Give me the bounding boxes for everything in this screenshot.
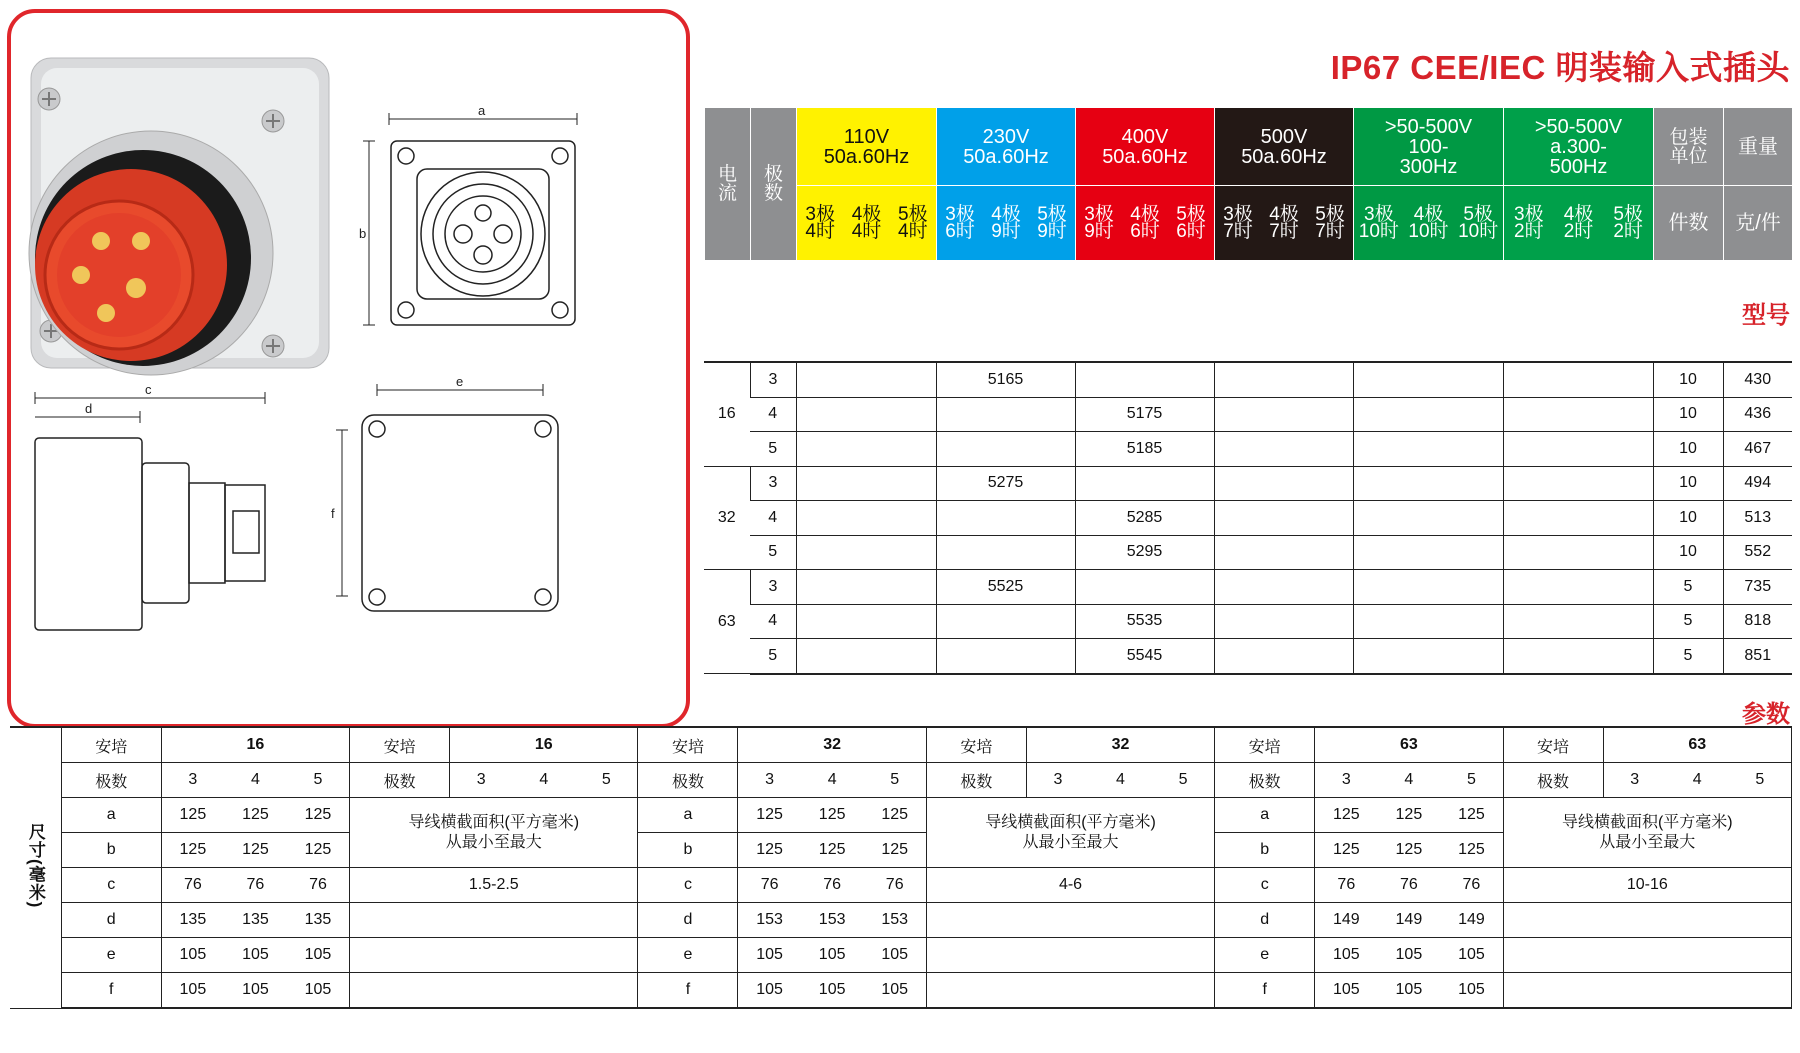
poles-label: 极数	[1503, 763, 1603, 798]
dimension-value: 125	[801, 798, 864, 833]
model-number-cell	[1075, 570, 1214, 605]
dimension-value: 105	[864, 938, 927, 973]
model-number-cell	[1214, 362, 1353, 397]
model-row	[704, 501, 1792, 536]
dimension-value: 76	[287, 868, 350, 903]
weight-header: 重量	[1724, 108, 1793, 186]
model-number-cell	[1214, 535, 1353, 570]
dimension-value: 125	[738, 798, 801, 833]
dimension-letter: a	[638, 798, 738, 833]
wire-section-title	[350, 798, 638, 868]
pole-number: 4	[224, 763, 287, 798]
dimension-value: 125	[864, 833, 927, 868]
pole-number: 4	[1089, 763, 1152, 798]
pole-clock-label: 5极 10时	[1458, 203, 1499, 242]
model-row	[704, 604, 1792, 639]
pole-clock-label: 5极 7时	[1315, 203, 1345, 242]
dimension-letter: a	[61, 798, 161, 833]
wire-empty-cell	[350, 938, 638, 973]
dimension-letter: b	[61, 833, 161, 868]
voltage-poles-2	[937, 186, 1076, 261]
pole-number: 5	[1152, 763, 1215, 798]
pole-clock-label: 3极 2时	[1514, 203, 1544, 242]
back-view-drawing	[336, 384, 558, 611]
dimension-value: 153	[738, 903, 801, 938]
dimension-letter: d	[638, 903, 738, 938]
dimension-row	[10, 868, 1792, 903]
pole-value: 5	[750, 639, 796, 674]
dimension-letter: c	[61, 868, 161, 903]
pole-number: 3	[1026, 763, 1089, 798]
model-number-cell	[1353, 604, 1503, 639]
dimension-value: 105	[224, 973, 287, 1009]
wire-empty-cell	[350, 973, 638, 1009]
model-number-cell	[1503, 570, 1653, 605]
model-number-cell	[1353, 466, 1503, 501]
model-number-cell	[1214, 466, 1353, 501]
pole-number: 3	[1603, 763, 1666, 798]
pole-number: 4	[801, 763, 864, 798]
pole-clock-label: 4极 9时	[991, 203, 1021, 242]
model-number-cell	[1503, 639, 1653, 674]
model-row	[704, 362, 1792, 397]
dimension-value: 135	[224, 903, 287, 938]
dimension-letter: e	[638, 938, 738, 973]
model-number-cell	[1214, 501, 1353, 536]
current-value: 63	[704, 570, 750, 674]
params-poles-row	[10, 763, 1792, 798]
wire-amp-value: 16	[450, 727, 638, 763]
voltage-header-3	[1076, 108, 1215, 186]
dimension-value: 105	[287, 938, 350, 973]
dimension-value: 105	[1377, 938, 1440, 973]
wire-section-title	[1503, 798, 1791, 868]
poles-label: 极数	[61, 763, 161, 798]
pole-number: 5	[575, 763, 638, 798]
pole-value: 4	[750, 397, 796, 432]
dimension-value: 105	[287, 973, 350, 1009]
model-number-cell	[1503, 535, 1653, 570]
dimension-value: 105	[1377, 973, 1440, 1009]
pole-number: 5	[1440, 763, 1503, 798]
wire-empty-cell	[926, 973, 1214, 1009]
dimension-value: 76	[864, 868, 927, 903]
dimension-value: 76	[738, 868, 801, 903]
model-number-cell: 5295	[1075, 535, 1214, 570]
model-number-cell	[1214, 604, 1353, 639]
dimension-value: 125	[161, 798, 224, 833]
amp-value: 32	[738, 727, 926, 763]
pole-value: 5	[750, 535, 796, 570]
dimension-value: 125	[864, 798, 927, 833]
amp-label: 安培	[1503, 727, 1603, 763]
spec-pole-row	[705, 186, 1793, 261]
amp-label: 安培	[638, 727, 738, 763]
dimension-value: 125	[224, 833, 287, 868]
wire-empty-cell	[926, 903, 1214, 938]
voltage-header-4	[1215, 108, 1354, 186]
pole-number: 3	[161, 763, 224, 798]
dimension-value: 125	[801, 833, 864, 868]
pole-number: 4	[512, 763, 575, 798]
pole-clock-label: 4极 6时	[1130, 203, 1160, 242]
dimension-value: 125	[738, 833, 801, 868]
dimension-letter: b	[638, 833, 738, 868]
model-row	[704, 466, 1792, 501]
dim-label-f: f	[331, 506, 335, 521]
dimension-value: 125	[287, 833, 350, 868]
model-number-cell	[1214, 432, 1353, 467]
section-params: 参数	[1742, 701, 1790, 728]
pack-value: 10	[1653, 535, 1723, 570]
dimension-value: 105	[801, 973, 864, 1009]
pole-clock-label: 5极 6时	[1176, 203, 1206, 242]
pole-clock-label: 5极 9时	[1037, 203, 1067, 242]
dimension-value: 76	[1315, 868, 1378, 903]
weight-value: 735	[1723, 570, 1792, 605]
amp-value: 63	[1315, 727, 1503, 763]
model-number-cell	[1214, 639, 1353, 674]
pack-value: 5	[1653, 570, 1723, 605]
pole-value: 3	[750, 466, 796, 501]
wire-title-text: 导线横截面积(平方毫米) 从最小至最大	[985, 813, 1156, 851]
weight-value: 818	[1723, 604, 1792, 639]
dimension-value: 125	[1440, 798, 1503, 833]
spec-header-row	[705, 108, 1793, 186]
pack-value: 5	[1653, 639, 1723, 674]
dim-label-b: b	[359, 226, 367, 241]
wire-amp-value: 63	[1603, 727, 1791, 763]
voltage-poles-3	[1076, 186, 1215, 261]
weight-value: 494	[1723, 466, 1792, 501]
side-label-text: 尺寸(毫米)	[25, 822, 45, 908]
dimension-value: 135	[287, 903, 350, 938]
pack-value: 10	[1653, 362, 1723, 397]
dimension-value: 76	[161, 868, 224, 903]
weight-value: 436	[1723, 397, 1792, 432]
model-number-cell	[936, 535, 1075, 570]
wire-empty-cell	[926, 938, 1214, 973]
dimension-value: 125	[1377, 798, 1440, 833]
model-number-cell	[1353, 639, 1503, 674]
model-row	[704, 397, 1792, 432]
voltage-header-2	[937, 108, 1076, 186]
dim-label-e: e	[456, 374, 464, 389]
model-number-cell	[796, 604, 936, 639]
pole-number: 5	[287, 763, 350, 798]
pole-value: 4	[750, 501, 796, 536]
model-row	[704, 432, 1792, 467]
amp-label: 安培	[350, 727, 450, 763]
pole-clock-label: 4极 4时	[851, 203, 882, 242]
model-number-cell	[936, 501, 1075, 536]
dimension-value: 149	[1440, 903, 1503, 938]
model-number-cell	[1075, 362, 1214, 397]
model-number-cell	[796, 570, 936, 605]
model-number-cell: 5275	[936, 466, 1075, 501]
model-number-cell	[796, 535, 936, 570]
dimension-letter: f	[61, 973, 161, 1009]
dimension-value: 105	[1315, 973, 1378, 1009]
dimension-row	[10, 973, 1792, 1009]
dim-label-d: d	[85, 401, 93, 416]
dimension-value: 125	[1315, 833, 1378, 868]
dimension-value: 153	[864, 903, 927, 938]
model-number-cell: 5525	[936, 570, 1075, 605]
pole-number: 3	[1315, 763, 1378, 798]
poles-label: 极数	[350, 763, 450, 798]
amp-value: 16	[161, 727, 349, 763]
dimension-value: 135	[161, 903, 224, 938]
model-table	[704, 361, 1792, 675]
dimension-value: 105	[224, 938, 287, 973]
voltage-header-1	[797, 108, 937, 186]
pole-clock-label: 3极 4时	[805, 203, 835, 242]
pole-clock-label: 4极 2时	[1563, 203, 1594, 242]
pole-number: 4	[1666, 763, 1729, 798]
weight-value: 552	[1723, 535, 1792, 570]
pole-number: 5	[864, 763, 927, 798]
dimension-letter: f	[638, 973, 738, 1009]
model-number-cell	[1503, 362, 1653, 397]
weight-unit: 克/件	[1724, 186, 1793, 261]
model-number-cell	[1353, 501, 1503, 536]
pole-clock-label: 4极 10时	[1408, 203, 1449, 242]
pole-clock-label: 3极 7时	[1223, 203, 1253, 242]
voltage-poles-1	[797, 186, 937, 261]
model-number-cell	[796, 639, 936, 674]
weight-value: 430	[1723, 362, 1792, 397]
wire-title-text: 导线横截面积(平方毫米) 从最小至最大	[1561, 813, 1733, 851]
voltage-poles-5	[1354, 186, 1504, 261]
model-number-cell: 5535	[1075, 604, 1214, 639]
pack-unit: 件数	[1654, 186, 1724, 261]
pole-clock-label: 3极 10时	[1358, 203, 1399, 242]
pack-value: 10	[1653, 397, 1723, 432]
dimension-value: 125	[1377, 833, 1440, 868]
poles-header: 极 数	[751, 108, 797, 261]
voltage-label: >50-500V a.300- 500Hz	[1534, 115, 1623, 178]
wire-range: 1.5-2.5	[350, 868, 638, 903]
model-number-cell: 5285	[1075, 501, 1214, 536]
pack-value: 10	[1653, 501, 1723, 536]
dimension-letter: d	[61, 903, 161, 938]
dimension-value: 76	[1440, 868, 1503, 903]
params-amp-row	[10, 727, 1792, 763]
weight-value: 513	[1723, 501, 1792, 536]
dimension-value: 105	[161, 973, 224, 1009]
dimension-value: 105	[1315, 938, 1378, 973]
voltage-poles-6	[1504, 186, 1654, 261]
wire-empty-cell	[350, 903, 638, 938]
weight-value: 467	[1723, 432, 1792, 467]
model-number-cell	[1353, 432, 1503, 467]
voltage-label: 500V 50a.60Hz	[1241, 125, 1327, 168]
dimension-value: 105	[738, 938, 801, 973]
dimension-letter: d	[1215, 903, 1315, 938]
dimension-row	[10, 798, 1792, 833]
dimension-value: 105	[801, 938, 864, 973]
model-number-cell	[1503, 432, 1653, 467]
model-number-cell	[1503, 501, 1653, 536]
dimension-value: 153	[801, 903, 864, 938]
dimension-value: 125	[161, 833, 224, 868]
model-number-cell	[1353, 397, 1503, 432]
model-number-cell	[1353, 570, 1503, 605]
dimension-value: 149	[1315, 903, 1378, 938]
weight-value: 851	[1723, 639, 1792, 674]
current-header: 电 流	[705, 108, 751, 261]
dimension-side-label	[10, 727, 61, 1008]
amp-label: 安培	[61, 727, 161, 763]
spec-header-table	[704, 107, 1793, 261]
model-number-cell	[1075, 466, 1214, 501]
voltage-poles-4	[1215, 186, 1354, 261]
dimension-value: 76	[224, 868, 287, 903]
model-row	[704, 535, 1792, 570]
current-value: 16	[704, 362, 750, 466]
page-title: IP67 CEE/IEC 明装输入式插头	[1330, 49, 1790, 86]
dimension-value: 76	[801, 868, 864, 903]
model-number-cell	[936, 432, 1075, 467]
dimension-value: 105	[738, 973, 801, 1009]
dimension-letter: e	[1215, 938, 1315, 973]
dimension-value: 76	[1377, 868, 1440, 903]
model-number-cell	[936, 639, 1075, 674]
pack-header	[1654, 108, 1724, 186]
model-number-cell: 5545	[1075, 639, 1214, 674]
dimension-row	[10, 903, 1792, 938]
voltage-header-6	[1504, 108, 1654, 186]
dimension-value: 105	[864, 973, 927, 1009]
model-number-cell	[1503, 466, 1653, 501]
front-view-drawing	[363, 113, 577, 325]
model-number-cell: 5165	[936, 362, 1075, 397]
pole-value: 4	[750, 604, 796, 639]
dimension-row	[10, 938, 1792, 973]
dimension-letter: a	[1215, 798, 1315, 833]
model-number-cell	[1214, 570, 1353, 605]
pack-value: 5	[1653, 604, 1723, 639]
side-view-drawing	[35, 392, 265, 630]
dimension-value: 125	[224, 798, 287, 833]
wire-range: 10-16	[1503, 868, 1791, 903]
pack-value: 10	[1653, 432, 1723, 467]
pole-value: 5	[750, 432, 796, 467]
dimension-value: 125	[1315, 798, 1378, 833]
pole-number: 3	[738, 763, 801, 798]
model-number-cell	[1214, 397, 1353, 432]
wire-empty-cell	[1503, 973, 1791, 1009]
dimension-letter: b	[1215, 833, 1315, 868]
wire-empty-cell	[1503, 938, 1791, 973]
pole-clock-label: 5极 4时	[898, 203, 928, 242]
wire-amp-value: 32	[1026, 727, 1214, 763]
dim-label-a: a	[478, 103, 486, 118]
voltage-label: 110V 50a.60Hz	[823, 125, 910, 168]
params-table	[10, 726, 1792, 1009]
poles-label: 极数	[1215, 763, 1315, 798]
voltage-header-5	[1354, 108, 1504, 186]
model-number-cell	[936, 604, 1075, 639]
model-number-cell: 5185	[1075, 432, 1214, 467]
dimension-letter: e	[61, 938, 161, 973]
dimension-letter: c	[638, 868, 738, 903]
model-row	[704, 639, 1792, 674]
amp-label: 安培	[1215, 727, 1315, 763]
wire-range: 4-6	[926, 868, 1214, 903]
model-number-cell	[936, 397, 1075, 432]
pole-clock-label: 5极 2时	[1613, 203, 1643, 242]
model-number-cell	[796, 362, 936, 397]
model-number-cell	[796, 432, 936, 467]
voltage-label: >50-500V 100- 300Hz	[1384, 115, 1473, 178]
dimension-value: 149	[1377, 903, 1440, 938]
pole-clock-label: 3极 6时	[945, 203, 975, 242]
pole-value: 3	[750, 570, 796, 605]
dimension-value: 105	[1440, 973, 1503, 1009]
model-number-cell	[1503, 604, 1653, 639]
plug-photo	[29, 58, 329, 375]
dimension-value: 125	[1440, 833, 1503, 868]
model-number-cell	[1503, 397, 1653, 432]
pack-label: 包装 单位	[1669, 126, 1708, 167]
voltage-label: 230V 50a.60Hz	[963, 125, 1049, 168]
current-value: 32	[704, 466, 750, 570]
product-drawings	[11, 13, 686, 724]
dimension-letter: c	[1215, 868, 1315, 903]
pole-number: 3	[450, 763, 513, 798]
dimension-letter: f	[1215, 973, 1315, 1009]
dimension-value: 105	[161, 938, 224, 973]
dim-label-c: c	[145, 382, 152, 397]
model-number-cell	[1353, 535, 1503, 570]
model-number-cell	[796, 501, 936, 536]
model-row	[704, 570, 1792, 605]
pole-value: 3	[750, 362, 796, 397]
model-number-cell	[796, 397, 936, 432]
amp-label: 安培	[926, 727, 1026, 763]
wire-title-text: 导线横截面积(平方毫米) 从最小至最大	[408, 813, 580, 851]
section-model: 型号	[1742, 302, 1790, 329]
pack-value: 10	[1653, 466, 1723, 501]
poles-label: 极数	[638, 763, 738, 798]
model-number-cell: 5175	[1075, 397, 1214, 432]
poles-label: 极数	[926, 763, 1026, 798]
voltage-label: 400V 50a.60Hz	[1102, 125, 1188, 168]
pole-clock-label: 3极 9时	[1084, 203, 1114, 242]
pole-clock-label: 4极 7时	[1269, 203, 1299, 242]
model-number-cell	[1353, 362, 1503, 397]
pole-number: 5	[1729, 763, 1792, 798]
dimension-value: 125	[287, 798, 350, 833]
wire-empty-cell	[1503, 903, 1791, 938]
pole-number: 4	[1377, 763, 1440, 798]
wire-section-title	[926, 798, 1214, 868]
model-number-cell	[796, 466, 936, 501]
dimension-value: 105	[1440, 938, 1503, 973]
